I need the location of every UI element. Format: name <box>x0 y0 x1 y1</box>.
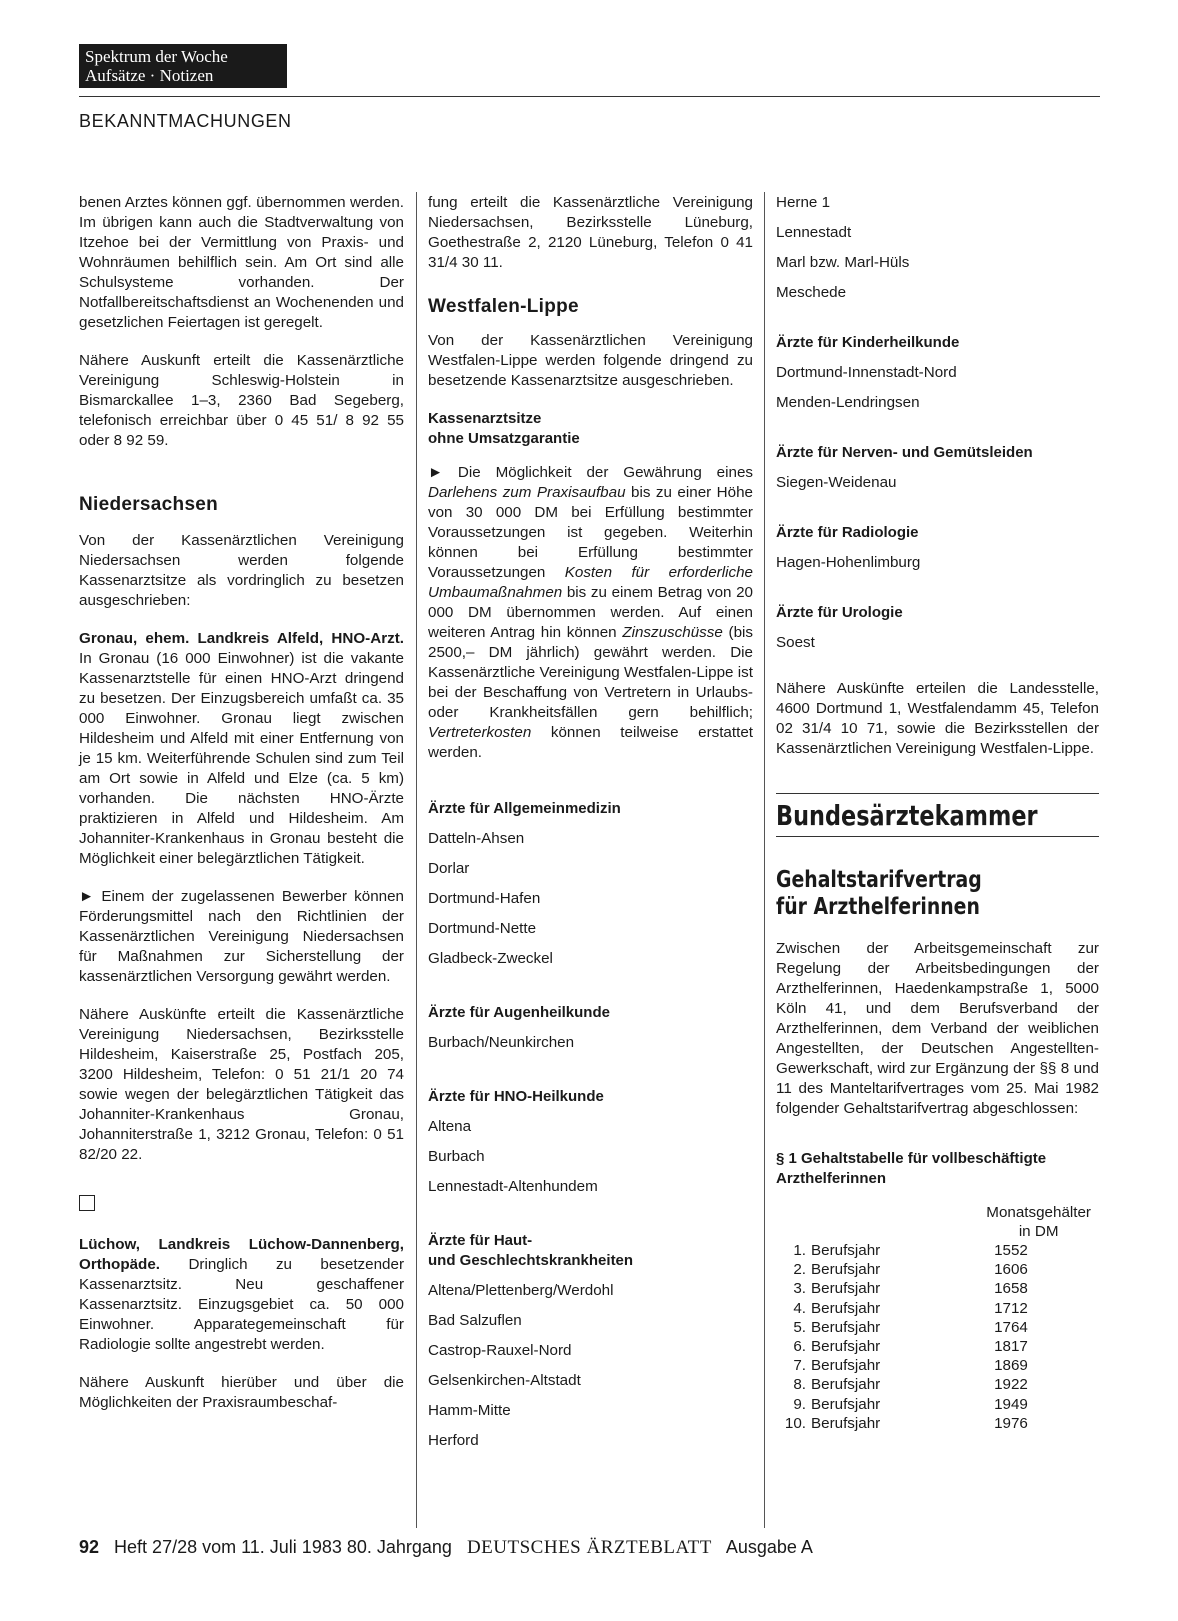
subheading-line: Kassenarztsitze <box>428 410 542 427</box>
edition: Ausgabe A <box>725 1537 813 1557</box>
place: Herford <box>428 1432 479 1449</box>
row-label: Berufsjahr <box>811 1280 881 1298</box>
place: Siegen-Weidenau <box>776 474 897 491</box>
italic-text: Darlehens zum Praxisaufbau <box>428 484 626 501</box>
masthead <box>79 44 287 88</box>
place: Dortmund-Nette <box>428 920 537 937</box>
issue-info: Heft 27/28 vom 11. Juli 1983 80. Jahrgang <box>114 1537 452 1557</box>
paragraph-text: In Gronau (16 000 Einwohner) ist die vakante Kassenarztstelle für einen HNO-Arzt dringend zu besetzen. Der Einzugsbereich umfaßt ca. 35 000 Einwohner. Gronau liegt zwischen Hildesheim und Alfeld mit einer Entfernung von je 15 km. Weiterführende Schulen sind zum Teil am Ort sowie in Alfeld und Elze (ca. 5 km) vorhanden. Die nächsten HNO-Ärzte praktizieren in Alfeld und Hildesheim. Am Johanniter-Krankenhaus in Gronau besteht die Möglichkeit einer belegärztlichen Tätigkeit. <box>79 650 404 867</box>
table-row <box>776 1299 1099 1318</box>
place: Dorlar <box>428 860 470 877</box>
lead-bold: Gronau, ehem. Landkreis Alfeld, HNO-Arzt. <box>79 630 404 647</box>
subheading <box>428 409 753 449</box>
row-value: 1764 <box>994 1318 1028 1336</box>
text: bis zu einem Betrag von 20 000 DM übernommen werden. Auf einen weiteren Antrag hin können <box>428 584 753 641</box>
lead-bold: Lüchow, Landkreis Lüchow-Dannenberg, Orthopäde. <box>79 1236 404 1273</box>
journal-name: DEUTSCHES ÄRZTEBLATT <box>466 1537 712 1558</box>
italic-text: Zinszuschüsse <box>622 624 723 641</box>
column-divider <box>764 192 765 1528</box>
table-row <box>776 1337 1099 1356</box>
row-label: Berufsjahr <box>811 1338 881 1356</box>
place: Marl bzw. Marl-Hüls <box>776 254 910 271</box>
row-label: Berufsjahr <box>811 1395 881 1413</box>
table-row <box>776 1241 1099 1260</box>
row-value: 1922 <box>994 1376 1028 1394</box>
table-row <box>776 1260 1099 1279</box>
place: Altena/Plettenberg/Werdohl <box>428 1282 614 1299</box>
heading-hno-heilkunde: Ärzte für HNO-Heilkunde <box>428 1088 604 1105</box>
text: (bis 2500,– DM jährlich) gewährt werden. Die Kassenärztliche Vereinigung Westfalen-Lippe ist bei der Beschaffung von Vertretern in Urlaubs- oder Krankheitsfällen gern behilflich; <box>428 624 753 721</box>
place-list <box>428 1033 753 1053</box>
row-value: 1552 <box>994 1242 1028 1259</box>
paragraph <box>79 1235 404 1355</box>
row-label: Berufsjahr <box>811 1357 881 1375</box>
heading-haut <box>428 1231 753 1271</box>
heading-westfalen-lippe: Westfalen-Lippe <box>428 296 579 317</box>
row-number: 1. <box>793 1242 806 1259</box>
place: Soest <box>776 634 815 651</box>
checkbox-icon <box>79 1195 95 1211</box>
row-value: 1658 <box>994 1280 1028 1298</box>
salary-table <box>776 1203 1099 1433</box>
row-label: Berufsjahr <box>811 1376 881 1394</box>
page-number: 92 <box>79 1537 100 1557</box>
place-list <box>776 473 1099 493</box>
place-list <box>428 1117 753 1197</box>
row-label: Berufsjahr <box>811 1242 881 1259</box>
place-list <box>776 363 1099 413</box>
paragraph: Nähere Auskunft erteilt die Kassenärztliche Vereinigung Schleswig-Holstein in Bismarckallee 1–3, 2360 Bad Segeberg, telefonisch erreichbar über 0 45 51/ 8 92 55 oder 8 92 59. <box>79 352 404 449</box>
header-line: Monatsgehälter <box>986 1204 1091 1221</box>
article-title: Gehaltstarifvertrag <box>776 867 982 893</box>
row-label: Berufsjahr <box>811 1261 881 1279</box>
page-footer <box>79 1537 813 1559</box>
place: Herne 1 <box>776 194 831 211</box>
place: Lennestadt <box>776 224 852 241</box>
place: Castrop-Rauxel-Nord <box>428 1342 572 1359</box>
row-value: 1817 <box>994 1338 1028 1356</box>
place-list <box>428 829 753 969</box>
row-value: 1949 <box>994 1395 1028 1413</box>
table-header-cell <box>986 1203 1091 1241</box>
article-title: für Arzthelferinnen <box>776 894 980 920</box>
paragraph-text: Dringlich zu besetzender Kassenarztsitz. Neu geschaffener Kassenarztsitz. Einzugsgebiet ca. 50 000 Einwohner. Apparategemeinschaft für Radiologie sollte angestrebt werden. <box>79 1256 404 1353</box>
row-number: 4. <box>793 1299 806 1317</box>
place: Gelsenkirchen-Altstadt <box>428 1372 581 1389</box>
table-row <box>776 1279 1099 1298</box>
heading-augenheilkunde: Ärzte für Augenheilkunde <box>428 1004 610 1021</box>
header-line: in DM <box>1018 1223 1059 1240</box>
paragraph-heading: § 1 Gehaltstabelle für vollbeschäftigte Arzthelferinnen <box>776 1150 1047 1187</box>
row-number: 10. <box>784 1414 806 1432</box>
place: Gladbeck-Zweckel <box>428 950 553 967</box>
place: Menden-Lendringsen <box>776 394 920 411</box>
place: Hagen-Hohenlimburg <box>776 554 921 571</box>
paragraph: benen Arztes können ggf. übernommen werden. Im übrigen kann auch die Stadtverwaltung von Itzehoe bei der Vermittlung von Praxis- und Wohnräumen behilflich sein. Am Ort sind alle Schulsysteme vorhanden. Der Notfallbereitschaftsdienst an Wochenenden und gesetzlichen Feiertagen ist geregelt. <box>79 194 404 331</box>
section-rule <box>776 836 1099 837</box>
place: Burbach/Neunkirchen <box>428 1034 575 1051</box>
place: Meschede <box>776 284 847 301</box>
table-row <box>776 1318 1099 1337</box>
paragraph: Von der Kassenärztlichen Vereinigung Westfalen-Lippe werden folgende dringend zu besetzende Kassenarztsitze ausgeschrieben. <box>428 332 753 389</box>
row-value: 1869 <box>994 1357 1028 1375</box>
place: Dortmund-Hafen <box>428 890 541 907</box>
row-number: 2. <box>793 1261 806 1279</box>
row-label: Berufsjahr <box>811 1318 881 1336</box>
text: bis zu einer Höhe von 30 000 DM bei Erfüllung bestimmter Voraussetzungen ist gegeben. Weiterhin können bei Erfüllung bestimmter Voraussetzungen <box>428 484 753 581</box>
heading-nerven: Ärzte für Nerven- und Gemütsleiden <box>776 444 1033 461</box>
column-3 <box>776 193 1099 1433</box>
column-1 <box>79 193 404 1431</box>
row-number: 7. <box>793 1357 806 1375</box>
paragraph: Nähere Auskünfte erteilt die Kassenärztliche Vereinigung Niedersachsen, Bezirksstelle Hildesheim, Kaiserstraße 25, Postfach 205, 3200 Hildesheim, Telefon: 0 51 21/1 20 74 sowie wegen der belegärztlichen Tätigkeit das Johanniter-Krankenhaus Gronau, Johanniterstraße 1, 3212 Gronau, Telefon: 0 51 82/20 22. <box>79 1006 404 1163</box>
place: Bad Salzuflen <box>428 1312 522 1329</box>
italic-text: Vertreterkosten <box>428 724 532 741</box>
place: Burbach <box>428 1148 485 1165</box>
paragraph <box>79 629 404 869</box>
table-header <box>776 1203 1099 1241</box>
paragraph <box>79 887 404 987</box>
place: Lennestadt-Altenhundem <box>428 1178 598 1195</box>
masthead-line-1: Spektrum der Woche <box>85 47 228 66</box>
paragraph-text: Einem der zugelassenen Bewerber können Förderungsmittel nach den Richtlinien der Kassenärztlichen Vereinigung Niedersachsen für Maßnahmen zur Sicherstellung der kassenärztlichen Versorgung gewährt werden. <box>79 888 404 985</box>
row-number: 8. <box>793 1376 806 1394</box>
paragraph: fung erteilt die Kassenärztliche Vereinigung Niedersachsen, Bezirksstelle Lüneburg, Goethestraße 2, 2120 Lüneburg, Telefon 0 41 31/4 30 11. <box>428 194 753 271</box>
heading-urologie: Ärzte für Urologie <box>776 604 903 621</box>
place-list <box>776 633 1099 653</box>
heading-kinderheilkunde: Ärzte für Kinderheilkunde <box>776 334 960 351</box>
row-label: Berufsjahr <box>811 1299 881 1317</box>
column-2 <box>428 193 753 1469</box>
heading-line: Ärzte für Haut- <box>428 1232 533 1249</box>
place-list <box>428 1281 753 1451</box>
row-number: 3. <box>793 1280 806 1298</box>
heading-allgemeinmedizin: Ärzte für Allgemeinmedizin <box>428 800 621 817</box>
section-rule <box>776 793 1099 794</box>
heading-radiologie: Ärzte für Radiologie <box>776 524 919 541</box>
table-row <box>776 1375 1099 1394</box>
text: können teilweise erstattet werden. <box>428 724 753 761</box>
paragraph: Nähere Auskünfte erteilen die Landesstelle, 4600 Dortmund 1, Westfalendamm 45, Telefon 02 31/4 10 71, sowie die Bezirksstellen der Kassenärztlichen Vereinigung Westfalen-Lippe. <box>776 680 1099 757</box>
place: Dortmund-Innenstadt-Nord <box>776 364 957 381</box>
place: Altena <box>428 1118 472 1135</box>
row-value: 1712 <box>994 1299 1028 1317</box>
arrow-icon: ► <box>428 464 444 481</box>
paragraph <box>428 463 753 763</box>
table-row <box>776 1356 1099 1375</box>
text: Die Möglichkeit der Gewährung eines <box>443 464 753 481</box>
heading-bundesaerztekammer: Bundesärztekammer <box>776 799 1038 832</box>
subheading-line: ohne Umsatzgarantie <box>428 430 580 447</box>
place: Hamm-Mitte <box>428 1402 511 1419</box>
row-value: 1976 <box>994 1414 1028 1432</box>
paragraph: Von der Kassenärztlichen Vereinigung Niedersachsen werden folgende Kassenarztsitze als vordringlich zu besetzen ausgeschrieben: <box>79 532 404 609</box>
top-rule <box>79 96 1100 97</box>
row-number: 9. <box>793 1395 806 1413</box>
paragraph: Zwischen der Arbeitsgemeinschaft zur Regelung der Arbeitsbedingungen der Arzthelferinnen, Haedenkampstraße 1, 5000 Köln 41, und dem Berufsverband der Arzthelferinnen, dem Verband der weiblichen Angestellten, der Deutschen Angestellten-Gewerkschaft, wird zur Ergänzung der §§ 8 und 11 des Manteltarifvertrages vom 25. Mai 1982 folgender Gehaltstarifvertrag abgeschlossen: <box>776 940 1099 1117</box>
row-label: Berufsjahr <box>811 1414 881 1432</box>
table-row <box>776 1414 1099 1433</box>
row-number: 6. <box>793 1338 806 1356</box>
table-row <box>776 1395 1099 1414</box>
arrow-icon: ► <box>79 888 95 905</box>
heading-niedersachsen: Niedersachsen <box>79 494 219 515</box>
heading-line: und Geschlechtskrankheiten <box>428 1252 634 1269</box>
row-value: 1606 <box>994 1261 1028 1279</box>
column-divider <box>416 192 417 1528</box>
place-list <box>776 193 1099 303</box>
place-list <box>776 553 1099 573</box>
italic-text: Kosten für erforderliche Umbaumaßnahmen <box>428 564 753 601</box>
row-number: 5. <box>793 1318 806 1336</box>
place: Datteln-Ahsen <box>428 830 525 847</box>
masthead-line-2: Aufsätze · Notizen <box>85 66 214 85</box>
paragraph: Nähere Auskunft hierüber und über die Möglichkeiten der Praxisraumbeschaf- <box>79 1374 404 1411</box>
section-label: BEKANNTMACHUNGEN <box>79 111 292 131</box>
